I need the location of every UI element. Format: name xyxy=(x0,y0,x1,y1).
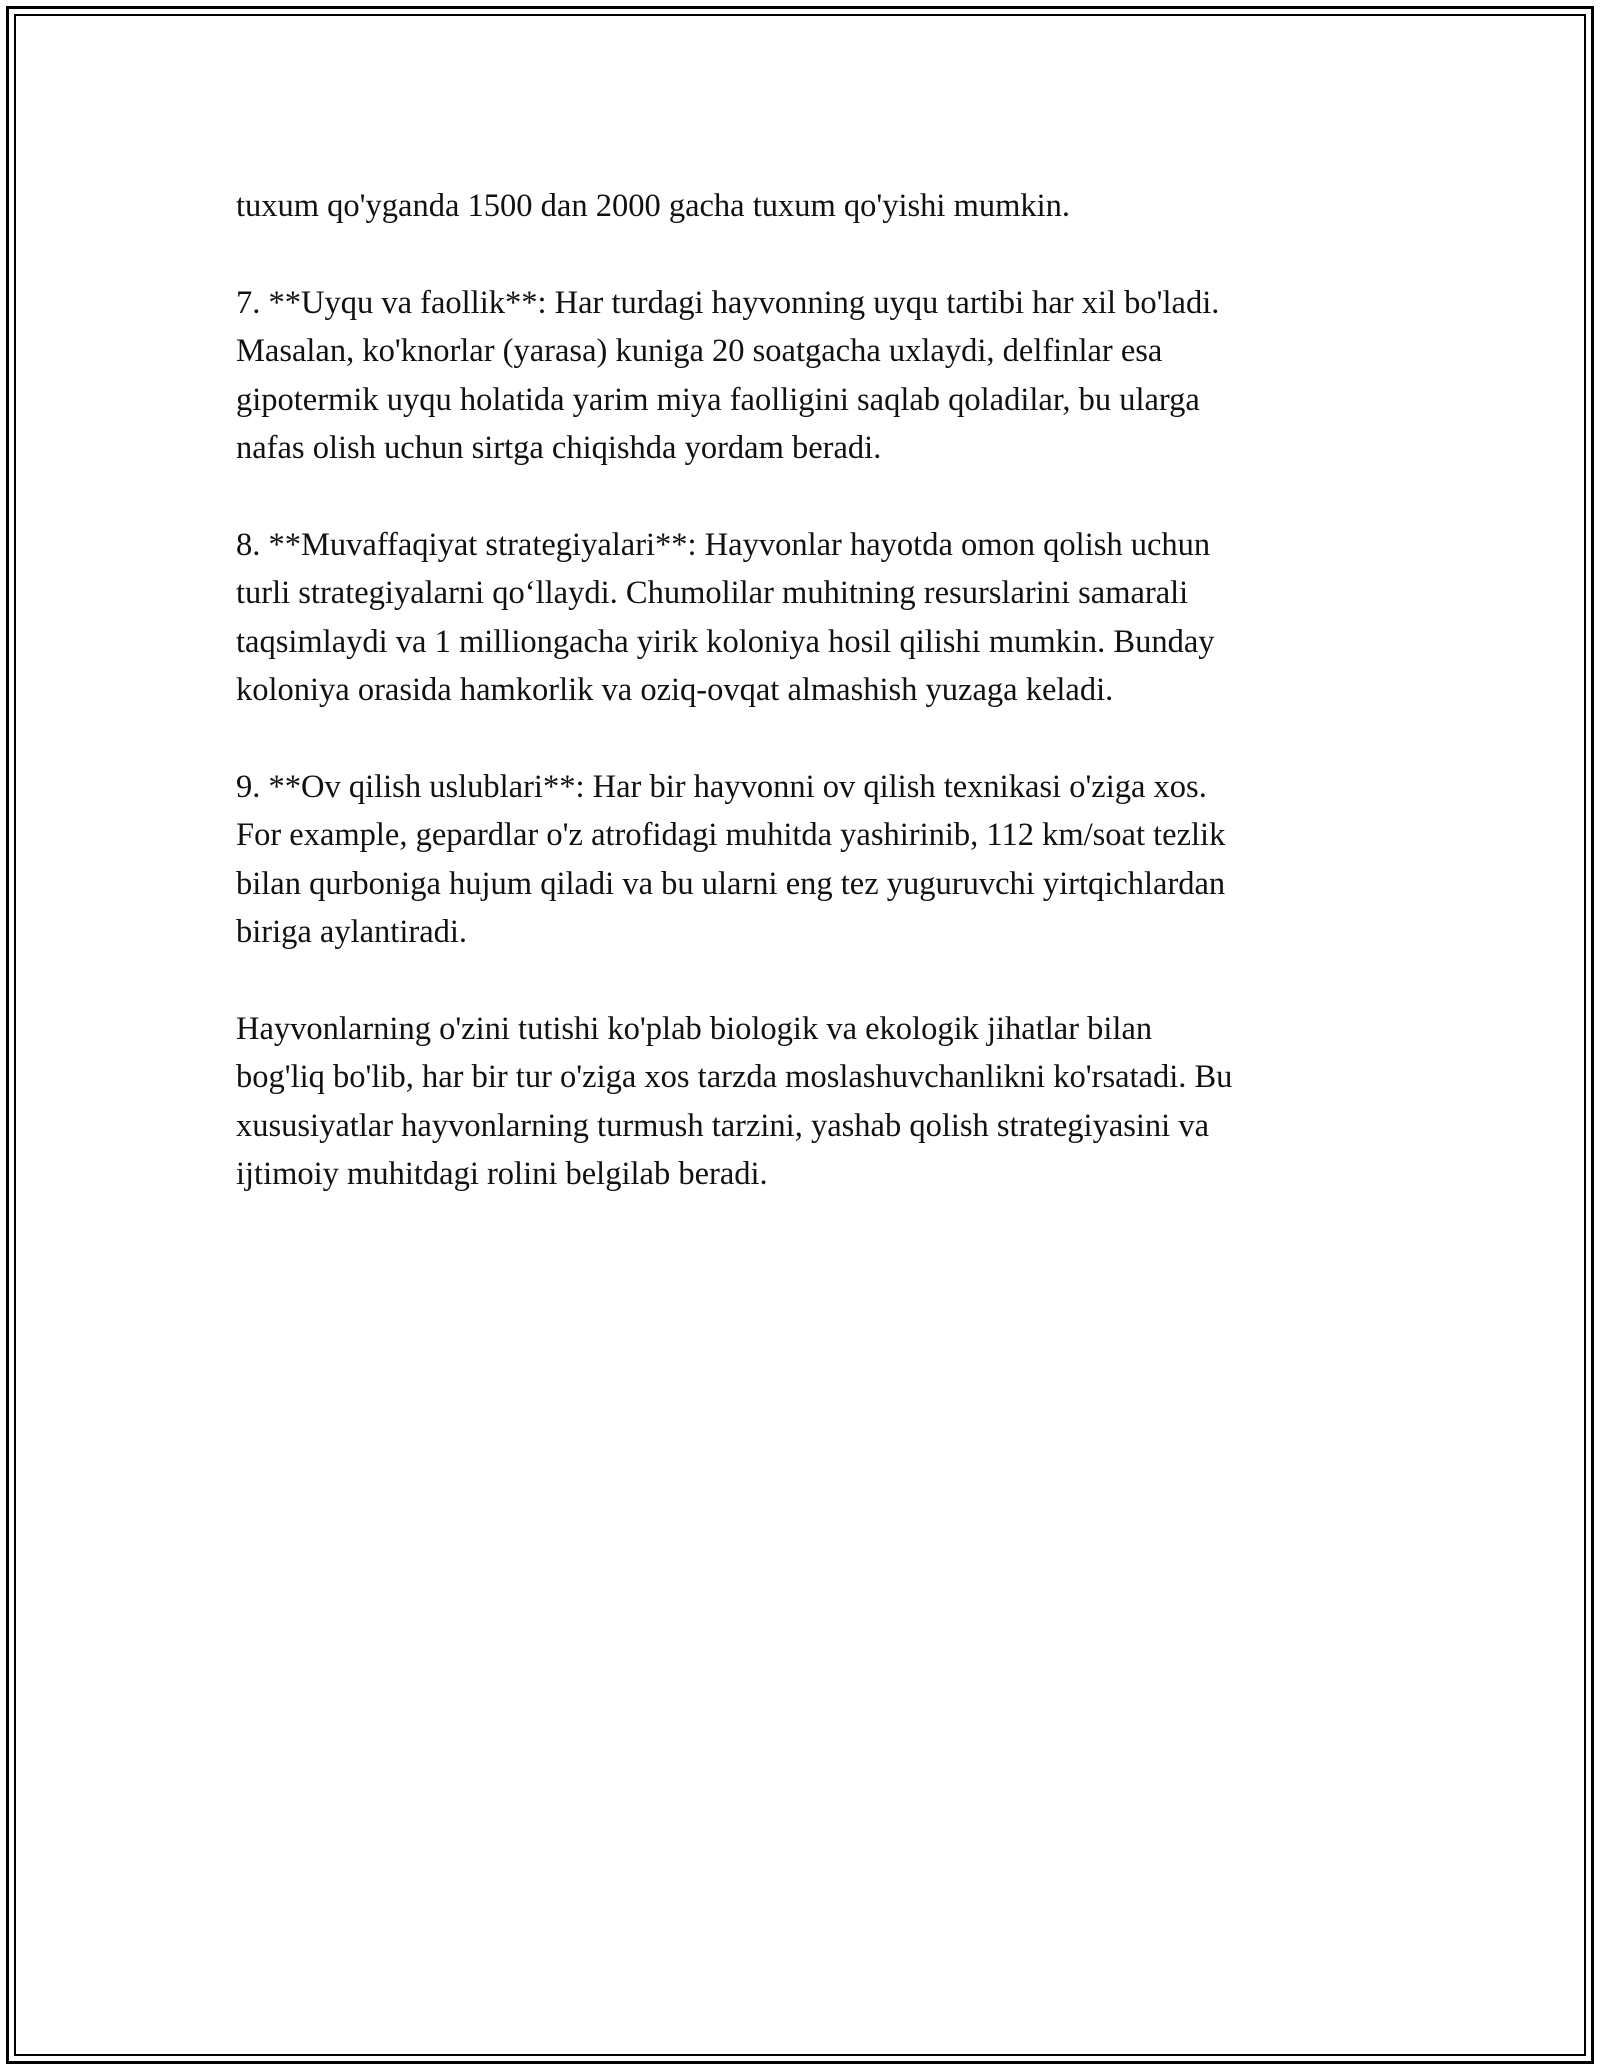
text-line: For example, gepardlar o'z atrofidagi muhitda yashirinib, 112 km/soat tezlik xyxy=(236,817,1226,854)
paragraph-item-7-sleep-activity xyxy=(236,279,1366,473)
text-line: turli strategiyalarni qo‘llaydi. Chumolilar muhitning resurslarini samarali xyxy=(236,575,1189,612)
text-line: bog'liq bo'lib, har bir tur o'ziga xos tarzda moslashuvchanlikni ko'rsatadi. Bu xyxy=(236,1059,1233,1096)
text-line: taqsimlaydi va 1 milliongacha yirik koloniya hosil qilishi mumkin. Bunday xyxy=(236,623,1215,660)
text-line: nafas olish uchun sirtga chiqishda yordam beradi. xyxy=(236,430,882,467)
text-line: gipotermik uyqu holatida yarim miya faolligini saqlab qoladilar, bu ularga xyxy=(236,381,1200,418)
document-body xyxy=(236,182,1366,1247)
paragraph-conclusion xyxy=(236,1005,1366,1199)
text-line: 9. **Ov qilish uslublari**: Har bir hayvonni ov qilish texnikasi o'ziga xos. xyxy=(236,768,1207,805)
text-line: ijtimoiy muhitdagi rolini belgilab beradi. xyxy=(236,1156,768,1193)
text-line: tuxum qo'yganda 1500 dan 2000 gacha tuxum qo'yishi mumkin. xyxy=(236,188,1071,224)
text-line: Masalan, ko'knorlar (yarasa) kuniga 20 soatgacha uxlaydi, delfinlar esa xyxy=(236,333,1163,370)
text-line: biriga aylantiradi. xyxy=(236,914,468,951)
text-line: Hayvonlarning o'zini tutishi ko'plab biologik va ekologik jihatlar bilan xyxy=(236,1010,1153,1047)
text-line: xususiyatlar hayvonlarning turmush tarzini, yashab qolish strategiyasini va xyxy=(236,1107,1210,1144)
paragraph-item-9-hunting-methods xyxy=(236,763,1366,957)
paragraph-continuation xyxy=(236,182,1366,230)
text-line: bilan qurboniga hujum qiladi va bu ularni eng tez yuguruvchi yirtqichlardan xyxy=(236,865,1226,902)
text-line: koloniya orasida hamkorlik va oziq-ovqat almashish yuzaga keladi. xyxy=(236,672,1114,709)
text-line: 8. **Muvaffaqiyat strategiyalari**: Hayvonlar hayotda omon qolish uchun xyxy=(236,526,1211,563)
paragraph-item-8-success-strategies xyxy=(236,521,1366,715)
text-line: 7. **Uyqu va faollik**: Har turdagi hayvonning uyqu tartibi har xil bo'ladi. xyxy=(236,284,1220,321)
